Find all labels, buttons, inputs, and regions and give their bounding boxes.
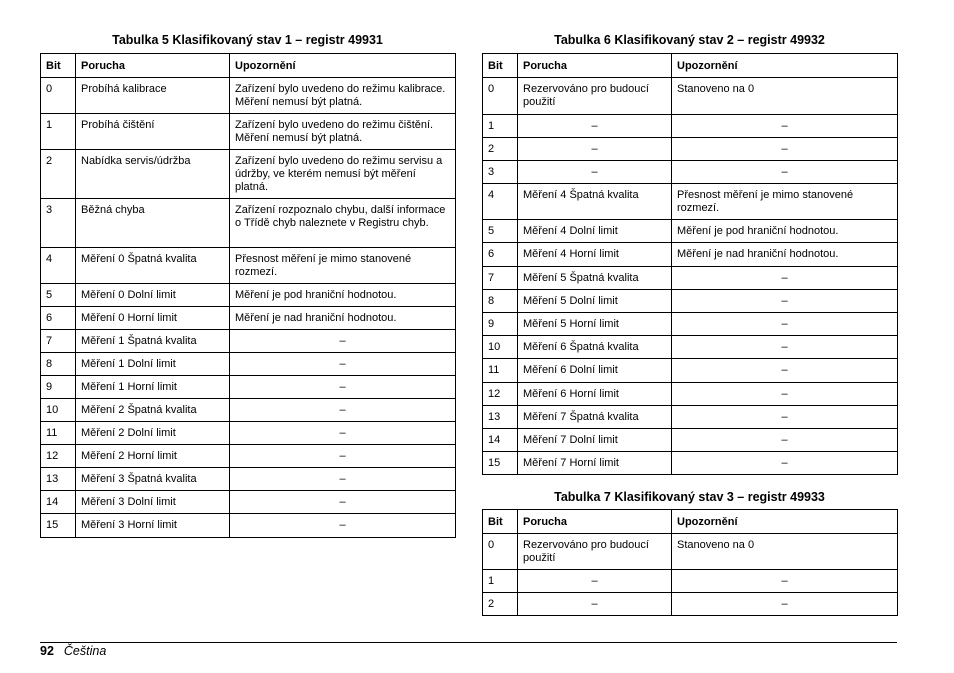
table-row bbox=[41, 330, 456, 353]
table-row bbox=[483, 115, 898, 138]
cell-bit: 4 bbox=[483, 184, 518, 220]
cell-fault: – bbox=[518, 593, 672, 616]
cell-warning: Měření je nad hraniční hodnotou. bbox=[672, 243, 898, 267]
table-row bbox=[483, 78, 898, 115]
header-fault: Porucha bbox=[518, 510, 672, 534]
cell-bit: 0 bbox=[41, 78, 76, 114]
cell-bit: 5 bbox=[41, 284, 76, 307]
table-row bbox=[483, 534, 898, 570]
table-header-row bbox=[483, 54, 898, 78]
cell-bit: 1 bbox=[483, 570, 518, 593]
cell-bit: 7 bbox=[41, 330, 76, 353]
cell-warning: Zařízení bylo uvedeno do režimu servisu a údržby, ve kterém nemusí být měření platná. bbox=[230, 150, 456, 199]
cell-bit: 4 bbox=[41, 248, 76, 284]
cell-fault: Měření 7 Špatná kvalita bbox=[518, 406, 672, 429]
table-row bbox=[483, 570, 898, 593]
cell-fault: Měření 4 Dolní limit bbox=[518, 220, 672, 243]
cell-fault: Měření 6 Horní limit bbox=[518, 383, 672, 406]
cell-warning: – bbox=[672, 452, 898, 475]
table-row bbox=[483, 383, 898, 406]
table-row bbox=[483, 184, 898, 220]
cell-fault: Měření 0 Špatná kvalita bbox=[76, 248, 230, 284]
cell-bit: 5 bbox=[483, 220, 518, 243]
cell-bit: 9 bbox=[483, 313, 518, 336]
table6-caption: Tabulka 6 Klasifikovaný stav 2 – registr 49932 bbox=[554, 33, 825, 47]
table-row bbox=[483, 429, 898, 452]
table-row bbox=[41, 284, 456, 307]
cell-bit: 13 bbox=[41, 468, 76, 491]
table-row bbox=[41, 422, 456, 445]
cell-bit: 1 bbox=[483, 115, 518, 138]
cell-warning: – bbox=[230, 422, 456, 445]
table-row bbox=[483, 359, 898, 383]
table-row bbox=[41, 353, 456, 376]
header-warning: Upozornění bbox=[230, 54, 456, 78]
table-row bbox=[483, 138, 898, 161]
cell-fault: – bbox=[518, 570, 672, 593]
table-row bbox=[483, 220, 898, 243]
cell-warning: Přesnost měření je mimo stanovené rozmezí. bbox=[672, 184, 898, 220]
table-row bbox=[483, 452, 898, 475]
cell-bit: 14 bbox=[483, 429, 518, 452]
cell-bit: 11 bbox=[41, 422, 76, 445]
table-row bbox=[41, 468, 456, 491]
table-row bbox=[41, 445, 456, 468]
cell-fault: Rezervováno pro budoucí použití bbox=[518, 78, 672, 115]
cell-warning: – bbox=[230, 514, 456, 538]
footer-language: Čeština bbox=[63, 644, 107, 658]
table-row bbox=[41, 78, 456, 114]
cell-bit: 8 bbox=[483, 290, 518, 313]
cell-warning: – bbox=[230, 445, 456, 468]
cell-fault: Měření 5 Dolní limit bbox=[518, 290, 672, 313]
table-row bbox=[41, 248, 456, 284]
cell-bit: 14 bbox=[41, 491, 76, 514]
cell-warning: Měření je pod hraniční hodnotou. bbox=[672, 220, 898, 243]
table-row bbox=[483, 267, 898, 290]
cell-warning: – bbox=[672, 359, 898, 383]
table-row bbox=[41, 491, 456, 514]
cell-fault: – bbox=[518, 161, 672, 184]
cell-warning: – bbox=[672, 267, 898, 290]
cell-warning: – bbox=[230, 376, 456, 399]
cell-warning: Přesnost měření je mimo stanovené rozmezí. bbox=[230, 248, 456, 284]
table-row bbox=[41, 399, 456, 422]
cell-warning: – bbox=[230, 491, 456, 514]
cell-warning: – bbox=[672, 336, 898, 359]
cell-fault: Běžná chyba bbox=[76, 199, 230, 248]
table-row bbox=[483, 406, 898, 429]
header-bit: Bit bbox=[483, 54, 518, 78]
cell-fault: Měření 1 Špatná kvalita bbox=[76, 330, 230, 353]
cell-warning: – bbox=[672, 429, 898, 452]
cell-bit: 12 bbox=[483, 383, 518, 406]
table6 bbox=[482, 53, 898, 475]
cell-warning: – bbox=[672, 406, 898, 429]
cell-bit: 0 bbox=[483, 78, 518, 115]
table-row bbox=[41, 114, 456, 150]
cell-bit: 8 bbox=[41, 353, 76, 376]
header-bit: Bit bbox=[483, 510, 518, 534]
table-row bbox=[483, 290, 898, 313]
cell-bit: 1 bbox=[41, 114, 76, 150]
cell-fault: Měření 0 Dolní limit bbox=[76, 284, 230, 307]
cell-fault: Měření 2 Špatná kvalita bbox=[76, 399, 230, 422]
table-row bbox=[41, 307, 456, 330]
cell-fault: Nabídka servis/údržba bbox=[76, 150, 230, 199]
cell-warning: – bbox=[672, 570, 898, 593]
cell-fault: Měření 3 Špatná kvalita bbox=[76, 468, 230, 491]
cell-fault: Měření 1 Horní limit bbox=[76, 376, 230, 399]
table-header-row bbox=[41, 54, 456, 78]
cell-bit: 6 bbox=[483, 243, 518, 267]
cell-bit: 2 bbox=[41, 150, 76, 199]
cell-warning: Zařízení bylo uvedeno do režimu kalibrace. Měření nemusí být platná. bbox=[230, 78, 456, 114]
footer-divider bbox=[40, 642, 897, 643]
cell-bit: 2 bbox=[483, 138, 518, 161]
cell-bit: 3 bbox=[41, 199, 76, 248]
cell-fault: Měření 2 Dolní limit bbox=[76, 422, 230, 445]
cell-fault: Měření 6 Špatná kvalita bbox=[518, 336, 672, 359]
cell-warning: Stanoveno na 0 bbox=[672, 78, 898, 115]
cell-fault: Měření 3 Horní limit bbox=[76, 514, 230, 538]
table-row bbox=[41, 150, 456, 199]
table7 bbox=[482, 509, 898, 616]
cell-bit: 0 bbox=[483, 534, 518, 570]
header-fault: Porucha bbox=[76, 54, 230, 78]
cell-warning: Měření je pod hraniční hodnotou. bbox=[230, 284, 456, 307]
cell-warning: – bbox=[230, 330, 456, 353]
cell-fault: Měření 7 Horní limit bbox=[518, 452, 672, 475]
cell-fault: Měření 4 Špatná kvalita bbox=[518, 184, 672, 220]
cell-fault: Rezervováno pro budoucí použití bbox=[518, 534, 672, 570]
cell-fault: Měření 5 Horní limit bbox=[518, 313, 672, 336]
cell-warning: – bbox=[672, 115, 898, 138]
cell-warning: – bbox=[230, 353, 456, 376]
page-footer bbox=[40, 644, 106, 658]
table-row bbox=[483, 313, 898, 336]
cell-bit: 15 bbox=[483, 452, 518, 475]
cell-warning: – bbox=[230, 468, 456, 491]
table5-caption: Tabulka 5 Klasifikovaný stav 1 – registr 49931 bbox=[112, 33, 383, 47]
cell-bit: 15 bbox=[41, 514, 76, 538]
cell-bit: 6 bbox=[41, 307, 76, 330]
cell-fault: Měření 6 Dolní limit bbox=[518, 359, 672, 383]
table-row bbox=[483, 336, 898, 359]
cell-bit: 10 bbox=[41, 399, 76, 422]
cell-warning: – bbox=[672, 313, 898, 336]
cell-fault: – bbox=[518, 115, 672, 138]
cell-fault: Měření 2 Horní limit bbox=[76, 445, 230, 468]
cell-fault: Měření 1 Dolní limit bbox=[76, 353, 230, 376]
table5 bbox=[40, 53, 456, 538]
table-row bbox=[41, 376, 456, 399]
cell-bit: 13 bbox=[483, 406, 518, 429]
cell-warning: Zařízení rozpoznalo chybu, další informace o Třídě chyb naleznete v Registru chyb. bbox=[230, 199, 456, 248]
cell-bit: 7 bbox=[483, 267, 518, 290]
cell-bit: 11 bbox=[483, 359, 518, 383]
cell-fault: Probíhá kalibrace bbox=[76, 78, 230, 114]
header-bit: Bit bbox=[41, 54, 76, 78]
page-number: 92 bbox=[40, 644, 54, 658]
table-row bbox=[483, 593, 898, 616]
table-row bbox=[483, 161, 898, 184]
cell-fault: Probíhá čištění bbox=[76, 114, 230, 150]
header-warning: Upozornění bbox=[672, 54, 898, 78]
cell-warning: – bbox=[672, 593, 898, 616]
table-row bbox=[41, 199, 456, 248]
cell-warning: – bbox=[672, 138, 898, 161]
cell-bit: 10 bbox=[483, 336, 518, 359]
cell-bit: 9 bbox=[41, 376, 76, 399]
cell-fault: Měření 4 Horní limit bbox=[518, 243, 672, 267]
cell-fault: Měření 5 Špatná kvalita bbox=[518, 267, 672, 290]
cell-fault: Měření 3 Dolní limit bbox=[76, 491, 230, 514]
cell-fault: Měření 0 Horní limit bbox=[76, 307, 230, 330]
header-fault: Porucha bbox=[518, 54, 672, 78]
table7-caption: Tabulka 7 Klasifikovaný stav 3 – registr 49933 bbox=[554, 490, 825, 504]
cell-bit: 2 bbox=[483, 593, 518, 616]
cell-fault: – bbox=[518, 138, 672, 161]
cell-warning: – bbox=[672, 290, 898, 313]
cell-warning: Měření je nad hraniční hodnotou. bbox=[230, 307, 456, 330]
table-row bbox=[41, 514, 456, 538]
cell-warning: – bbox=[672, 383, 898, 406]
cell-bit: 12 bbox=[41, 445, 76, 468]
table-row bbox=[483, 243, 898, 267]
header-warning: Upozornění bbox=[672, 510, 898, 534]
cell-warning: Stanoveno na 0 bbox=[672, 534, 898, 570]
cell-fault: Měření 7 Dolní limit bbox=[518, 429, 672, 452]
cell-bit: 3 bbox=[483, 161, 518, 184]
table-header-row bbox=[483, 510, 898, 534]
cell-warning: – bbox=[230, 399, 456, 422]
cell-warning: Zařízení bylo uvedeno do režimu čištění. Měření nemusí být platná. bbox=[230, 114, 456, 150]
cell-warning: – bbox=[672, 161, 898, 184]
